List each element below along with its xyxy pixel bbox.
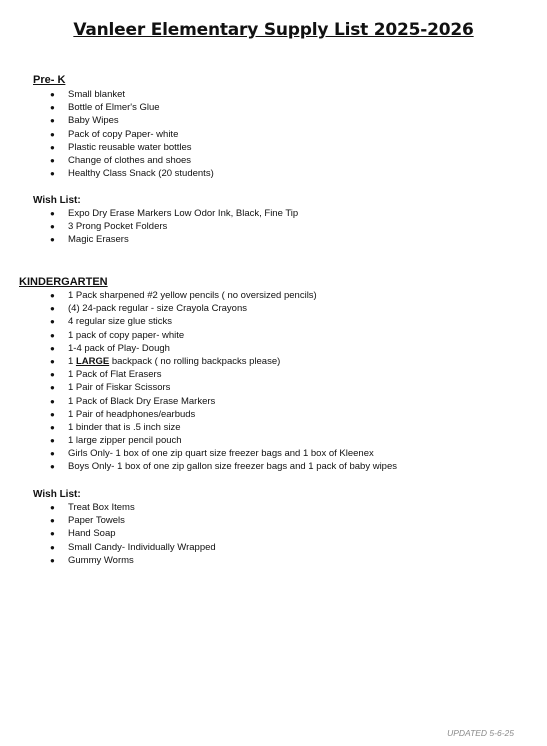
bullet-icon: ● <box>50 142 55 152</box>
list-item-text: Magic Erasers <box>68 234 129 246</box>
list-item <box>50 329 397 342</box>
list-item-text: Bottle of Elmer's Glue <box>68 102 160 114</box>
bullet-icon: ● <box>50 222 55 232</box>
bullet-icon: ● <box>50 103 55 113</box>
bullet-icon: ● <box>50 462 55 472</box>
list-item <box>50 395 397 408</box>
bullet-icon: ● <box>50 209 55 218</box>
list-item <box>50 460 397 473</box>
list-item <box>50 233 298 246</box>
bullet-icon: ● <box>50 409 55 419</box>
updated-date: UPDATED 5-6-25 <box>447 728 514 738</box>
bullet-icon: ● <box>50 330 55 340</box>
list-item <box>50 501 216 514</box>
list-item <box>50 101 214 114</box>
list-item <box>50 408 397 421</box>
list-item <box>50 527 216 540</box>
bullet-icon: ● <box>50 516 55 526</box>
bullet-icon: ● <box>50 449 55 459</box>
list-item <box>50 514 216 527</box>
list-item-text: Pack of copy Paper- white <box>68 128 179 140</box>
list-item <box>50 342 397 355</box>
list-item <box>50 355 397 368</box>
list-item <box>50 421 397 434</box>
list-item <box>50 315 397 328</box>
list-item <box>50 88 214 101</box>
bullet-icon: ● <box>50 529 55 539</box>
list-item <box>50 434 397 447</box>
bullet-icon: ● <box>50 555 55 565</box>
list-item-text: (4) 24-pack regular - size Crayola Crayons <box>68 303 247 315</box>
large-emphasis: LARGE <box>75 355 110 367</box>
bullet-icon: ● <box>50 235 55 245</box>
list-item-text: 1 pack of copy paper- white <box>68 329 185 341</box>
list-item-text: Paper Towels <box>68 515 125 527</box>
bullet-icon: ● <box>50 90 55 99</box>
bullet-icon: ● <box>50 356 55 366</box>
prek-heading: Pre- K <box>33 74 66 86</box>
bullet-icon: ● <box>50 370 55 380</box>
kindergarten-list <box>50 289 397 474</box>
list-item-text: 1 Pack of Flat Erasers <box>68 369 162 381</box>
list-item-text: Small blanket <box>68 89 126 100</box>
list-item <box>50 554 216 567</box>
list-item-text: Change of clothes and shoes <box>68 154 192 166</box>
page-title: Vanleer Elementary Supply List 2025-2026 <box>73 20 474 40</box>
list-item-text: Treat Box Items <box>68 502 135 513</box>
list-item-text: 1-4 pack of Play- Dough <box>68 342 170 354</box>
list-item <box>50 447 397 460</box>
bullet-icon: ● <box>50 396 55 406</box>
list-item <box>50 114 214 127</box>
list-item-text: Small Candy- Individually Wrapped <box>68 541 216 553</box>
kindergarten-heading: KINDERGARTEN <box>19 276 108 288</box>
bullet-icon: ● <box>50 343 55 353</box>
list-item <box>50 302 397 315</box>
list-item-text: Baby Wipes <box>68 115 119 127</box>
list-item-text: 1 binder that is .5 inch size <box>68 421 181 433</box>
list-item-text: backpack ( no rolling backpacks please) <box>109 355 281 367</box>
list-item-text: Hand Soap <box>68 528 116 540</box>
list-item <box>50 368 397 381</box>
bullet-icon: ● <box>50 436 55 446</box>
bullet-icon: ● <box>50 169 55 179</box>
bullet-icon: ● <box>50 542 55 552</box>
bullet-icon: ● <box>50 116 55 126</box>
list-item <box>50 541 216 554</box>
list-item-text: 1 Pair of Fiskar Scissors <box>68 382 171 394</box>
list-item <box>50 167 214 180</box>
prek-wish-heading: Wish List: <box>33 195 81 206</box>
bullet-icon: ● <box>50 304 55 314</box>
list-item-text: Healthy Class Snack (20 students) <box>68 168 214 180</box>
list-item-text: 1 Pair of headphones/earbuds <box>68 408 196 420</box>
prek-list <box>50 88 214 180</box>
list-item-text: Gummy Worms <box>68 554 134 566</box>
bullet-icon: ● <box>50 503 55 512</box>
list-item <box>50 381 397 394</box>
list-item-text: 1 <box>68 355 76 367</box>
list-item <box>50 220 298 233</box>
kindergarten-wish-heading: Wish List: <box>33 489 81 500</box>
list-item <box>50 128 214 141</box>
list-item <box>50 154 214 167</box>
list-item <box>50 141 214 154</box>
list-item <box>50 289 397 302</box>
list-item <box>50 207 298 220</box>
prek-wish-list <box>50 207 298 247</box>
bullet-icon: ● <box>50 383 55 393</box>
list-item-text: 1 Pack sharpened #2 yellow pencils ( no oversized pencils) <box>68 290 317 301</box>
list-item-text: 3 Prong Pocket Folders <box>68 221 168 233</box>
bullet-icon: ● <box>50 317 55 327</box>
list-item-text: Plastic reusable water bottles <box>68 141 192 153</box>
list-item-text: Expo Dry Erase Markers Low Odor Ink, Black, Fine Tip <box>68 208 299 219</box>
kindergarten-wish-list <box>50 501 216 567</box>
bullet-icon: ● <box>50 291 55 300</box>
list-item-text: 4 regular size glue sticks <box>68 316 173 328</box>
bullet-icon: ● <box>50 129 55 139</box>
bullet-icon: ● <box>50 422 55 432</box>
list-item-text: 1 Pack of Black Dry Erase Markers <box>68 395 216 407</box>
list-item-text: Boys Only- 1 box of one zip gallon size freezer bags and 1 pack of baby wipes <box>68 461 397 473</box>
bullet-icon: ● <box>50 155 55 165</box>
list-item-text: 1 large zipper pencil pouch <box>68 435 182 447</box>
list-item-text: Girls Only- 1 box of one zip quart size freezer bags and 1 box of Kleenex <box>68 448 374 460</box>
